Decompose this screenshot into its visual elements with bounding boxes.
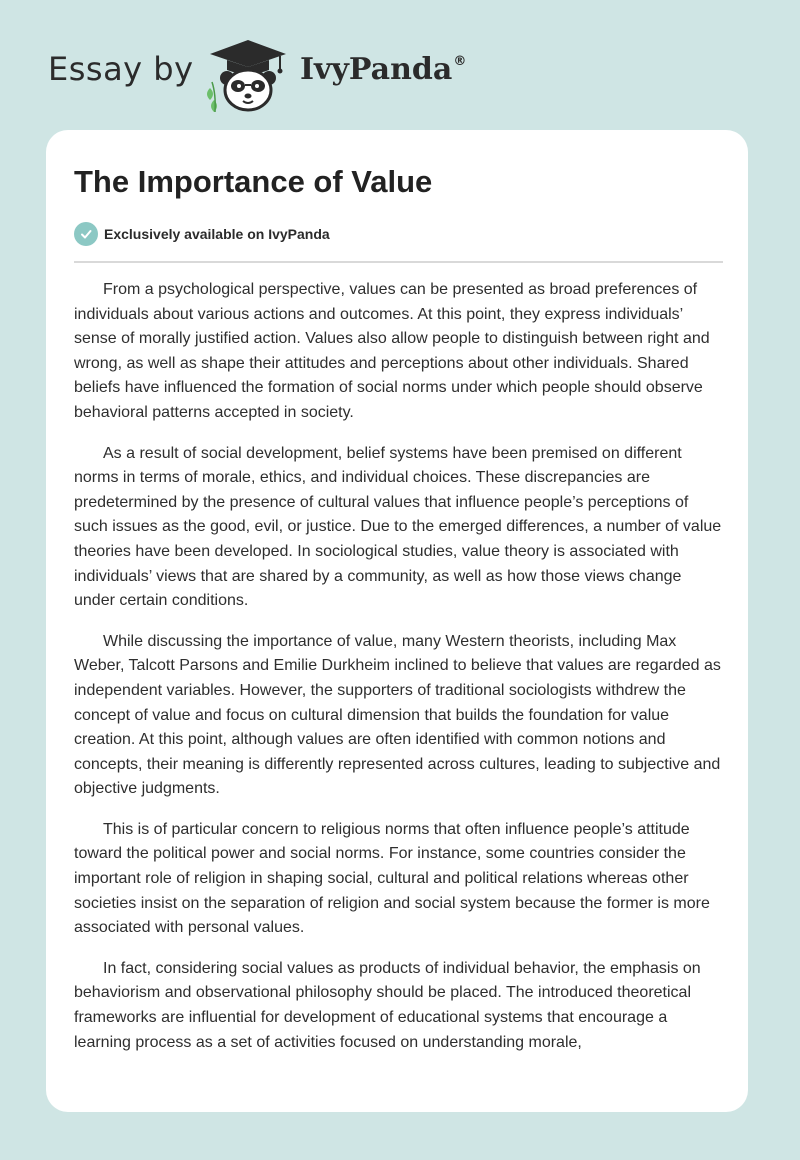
page-title: The Importance of Value bbox=[74, 164, 433, 199]
paragraph: While discussing the importance of value, many Western theorists, including Max Weber, Talcott Parsons and Emilie Durkheim inclined to believe that values are regarded as independent variables. However, the supporters of traditional sociologists withdrew the concept of value and focus on cultural dimension that builds the foundation for value creation. At this point, although values are often identified with common notions and concepts, their meaning is differently represented across cultures, leading to subjective and objective judgments. bbox=[74, 632, 721, 798]
exclusive-badge bbox=[74, 222, 330, 246]
brand-name[interactable]: IvyPanda® bbox=[300, 52, 467, 87]
essay-by-label: Essay by bbox=[48, 50, 194, 88]
badge-label: Exclusively available on IvyPanda bbox=[104, 226, 330, 242]
paragraph: In fact, considering social values as products of individual behavior, the emphasis on behaviorism and observational philosophy should be placed. The introduced theoretical frameworks are influential for development of educational systems that encourage a learning process as a set of activities focused on understanding morale, bbox=[74, 959, 701, 1051]
paragraph: From a psychological perspective, values can be presented as broad preferences of individuals about various actions and outcomes. At this point, they express individuals’ sense of morally justified action. Values also allow people to distinguish between right and wrong, as well as shape their attitudes and perceptions about other individuals. Shared beliefs have influenced the formation of social norms under which people should observe behavioral patterns accepted in society. bbox=[74, 281, 710, 421]
panda-graduate-icon[interactable] bbox=[200, 34, 296, 114]
divider bbox=[74, 261, 723, 263]
check-icon bbox=[74, 222, 98, 246]
paragraph: As a result of social development, belief systems have been premised on different norms in terms of morale, ethics, and individual choices. These discrepancies are predetermined by the presence of cultural values that influence people’s perceptions of such issues as the good, evil, or justice. Due to the emerged differences, a number of value theories have been developed. In sociological studies, value theory is associated with individuals’ views that are shared by a community, as well as how those views change under certain conditions. bbox=[74, 444, 722, 610]
registered-mark: ® bbox=[453, 54, 467, 69]
essay-body bbox=[74, 278, 724, 1071]
essay-card bbox=[46, 130, 748, 1112]
site-header bbox=[0, 0, 800, 130]
paragraph: This is of particular concern to religious norms that often influence people’s attitude toward the political power and social norms. For instance, some countries consider the important role of religion in shaping social, cultural and political relations whereas other societies insist on the separation of religion and social system because the former is more associated with personal values. bbox=[74, 820, 710, 937]
